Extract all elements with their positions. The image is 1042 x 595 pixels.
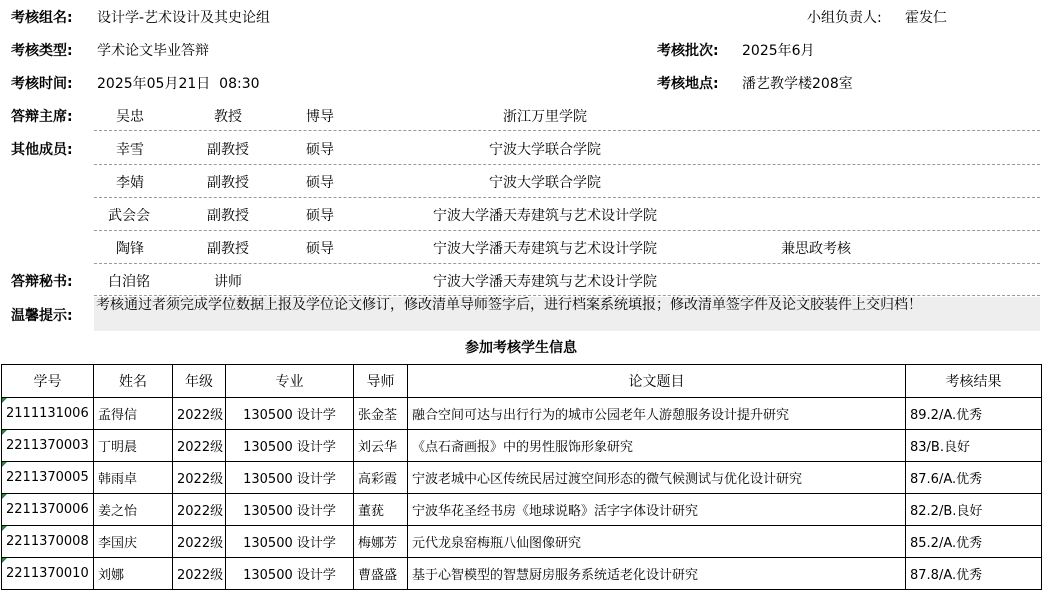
student-result[interactable]: 83/B.良好	[906, 430, 1042, 462]
student-result[interactable]: 87.8/A.优秀	[906, 558, 1042, 590]
time-value: 2025年05月21日 08:30	[97, 76, 260, 92]
chair-org: 浙江万里学院	[503, 109, 587, 125]
member-title: 副教授	[207, 175, 249, 191]
member-role: 硕导	[306, 208, 334, 224]
student-grade[interactable]: 2022级	[173, 462, 226, 494]
divider	[94, 130, 1040, 131]
member-org: 宁波大学潘天寿建筑与艺术设计学院	[433, 241, 657, 257]
member-title: 副教授	[207, 208, 249, 224]
student-id-cell[interactable]	[2, 462, 94, 494]
student-id-cell[interactable]	[2, 526, 94, 558]
member-note: 兼思政考核	[781, 241, 851, 257]
time-label: 考核时间:	[11, 76, 73, 92]
group-value: 设计学-艺术设计及其史论组	[97, 10, 271, 26]
student-grade[interactable]: 2022级	[173, 526, 226, 558]
student-id-cell[interactable]	[2, 494, 94, 526]
member-name: 武会会	[108, 208, 150, 224]
member-role: 硕导	[306, 175, 334, 191]
student-id: 2111131006	[6, 406, 89, 421]
divider	[94, 295, 1040, 296]
secretary-label: 答辩秘书:	[11, 274, 73, 290]
cell-marker-icon	[2, 526, 7, 531]
column-header-result[interactable]: 考核结果	[906, 365, 1042, 398]
member-org: 宁波大学潘天寿建筑与艺术设计学院	[433, 208, 657, 224]
member-name: 李婧	[116, 175, 144, 191]
student-grade[interactable]: 2022级	[173, 558, 226, 590]
batch-label: 考核批次:	[657, 43, 719, 59]
student-advisor[interactable]: 张金荃	[354, 398, 408, 430]
student-id-cell[interactable]	[2, 398, 94, 430]
student-advisor[interactable]: 刘云华	[354, 430, 408, 462]
place-label: 考核地点:	[657, 76, 719, 92]
member-role: 硕导	[306, 142, 334, 158]
student-thesis[interactable]: 基于心智模型的智慧厨房服务系统适老化设计研究	[408, 558, 906, 590]
member-title: 副教授	[207, 142, 249, 158]
student-major[interactable]: 130500 设计学	[226, 398, 354, 430]
column-header-id[interactable]: 学号	[2, 365, 94, 398]
type-value: 学术论文毕业答辩	[97, 43, 209, 59]
student-id: 2211370005	[6, 470, 89, 485]
group-label: 考核组名:	[11, 10, 73, 26]
student-result[interactable]: 87.6/A.优秀	[906, 462, 1042, 494]
student-grade[interactable]: 2022级	[173, 430, 226, 462]
student-major[interactable]: 130500 设计学	[226, 462, 354, 494]
student-id-cell[interactable]	[2, 430, 94, 462]
table-row	[2, 398, 1042, 430]
student-result[interactable]: 89.2/A.优秀	[906, 398, 1042, 430]
table-row	[2, 558, 1042, 590]
batch-value: 2025年6月	[742, 43, 815, 59]
student-name[interactable]: 韩雨卓	[94, 462, 173, 494]
student-major[interactable]: 130500 设计学	[226, 430, 354, 462]
cell-marker-icon	[2, 398, 7, 403]
student-grade[interactable]: 2022级	[173, 398, 226, 430]
student-advisor[interactable]: 董莸	[354, 494, 408, 526]
student-thesis[interactable]: 《点石斋画报》中的男性服饰形象研究	[408, 430, 906, 462]
chair-title: 教授	[214, 109, 242, 125]
table-row	[2, 462, 1042, 494]
secretary-title: 讲师	[214, 274, 242, 290]
place-value: 潘艺教学楼208室	[742, 76, 853, 92]
student-name[interactable]: 李国庆	[94, 526, 173, 558]
students-table	[1, 364, 1042, 590]
notice-label: 温馨提示:	[11, 308, 73, 324]
students-title: 参加考核学生信息	[465, 340, 577, 356]
student-result[interactable]: 82.2/B.良好	[906, 494, 1042, 526]
divider	[94, 230, 1040, 231]
secretary-org: 宁波大学潘天寿建筑与艺术设计学院	[433, 274, 657, 290]
student-id: 2211370008	[6, 534, 89, 549]
chair-name: 吴忠	[116, 109, 144, 125]
column-header-thesis[interactable]: 论文题目	[408, 365, 906, 398]
member-role: 硕导	[306, 241, 334, 257]
member-org: 宁波大学联合学院	[489, 142, 601, 158]
table-row	[2, 526, 1042, 558]
secretary-name: 白洎铭	[108, 274, 150, 290]
column-header-grade[interactable]: 年级	[173, 365, 226, 398]
column-header-name[interactable]: 姓名	[94, 365, 173, 398]
student-result[interactable]: 85.2/A.优秀	[906, 526, 1042, 558]
leader-value: 霍发仁	[905, 10, 947, 26]
student-advisor[interactable]: 高彩霞	[354, 462, 408, 494]
student-name[interactable]: 刘娜	[94, 558, 173, 590]
leader-label: 小组负责人:	[807, 10, 882, 26]
chair-role: 博导	[306, 109, 334, 125]
student-id: 2211370003	[6, 438, 89, 453]
member-name: 陶锋	[116, 241, 144, 257]
type-label: 考核类型:	[11, 43, 73, 59]
table-row	[2, 430, 1042, 462]
student-name[interactable]: 孟得信	[94, 398, 173, 430]
student-advisor[interactable]: 梅娜芳	[354, 526, 408, 558]
divider	[94, 197, 1040, 198]
member-name: 幸雪	[116, 142, 144, 158]
student-grade[interactable]: 2022级	[173, 494, 226, 526]
members-label: 其他成员:	[11, 142, 73, 158]
column-header-advisor[interactable]: 导师	[354, 365, 408, 398]
column-header-major[interactable]: 专业	[226, 365, 354, 398]
student-thesis[interactable]: 融合空间可达与出行行为的城市公园老年人游憩服务设计提升研究	[408, 398, 906, 430]
member-org: 宁波大学联合学院	[489, 175, 601, 191]
student-advisor[interactable]: 曹盛盛	[354, 558, 408, 590]
student-thesis[interactable]: 宁波老城中心区传统民居过渡空间形态的微气候测试与优化设计研究	[408, 462, 906, 494]
student-name[interactable]: 丁明晨	[94, 430, 173, 462]
cell-marker-icon	[2, 558, 7, 563]
student-major[interactable]: 130500 设计学	[226, 558, 354, 590]
divider	[94, 263, 1040, 264]
table-header-row	[2, 365, 1042, 398]
divider	[94, 164, 1040, 165]
student-thesis[interactable]: 宁波华花圣经书房《地球说略》活字字体设计研究	[408, 494, 906, 526]
cell-marker-icon	[2, 430, 7, 435]
member-title: 副教授	[207, 241, 249, 257]
chair-label: 答辩主席:	[11, 109, 73, 125]
table-row	[2, 494, 1042, 526]
student-id: 2211370010	[6, 566, 89, 581]
cell-marker-icon	[2, 462, 7, 467]
student-id: 2211370006	[6, 502, 89, 517]
cell-marker-icon	[2, 494, 7, 499]
student-thesis[interactable]: 元代龙泉窑梅瓶八仙图像研究	[408, 526, 906, 558]
student-major[interactable]: 130500 设计学	[226, 526, 354, 558]
student-name[interactable]: 姜之怡	[94, 494, 173, 526]
student-major[interactable]: 130500 设计学	[226, 494, 354, 526]
notice-text: 考核通过者须完成学位数据上报及学位论文修订，修改清单导师签字后，进行档案系统填报；修改清单签字件及论文胶装件上交归档！	[94, 297, 1040, 331]
student-id-cell[interactable]	[2, 558, 94, 590]
